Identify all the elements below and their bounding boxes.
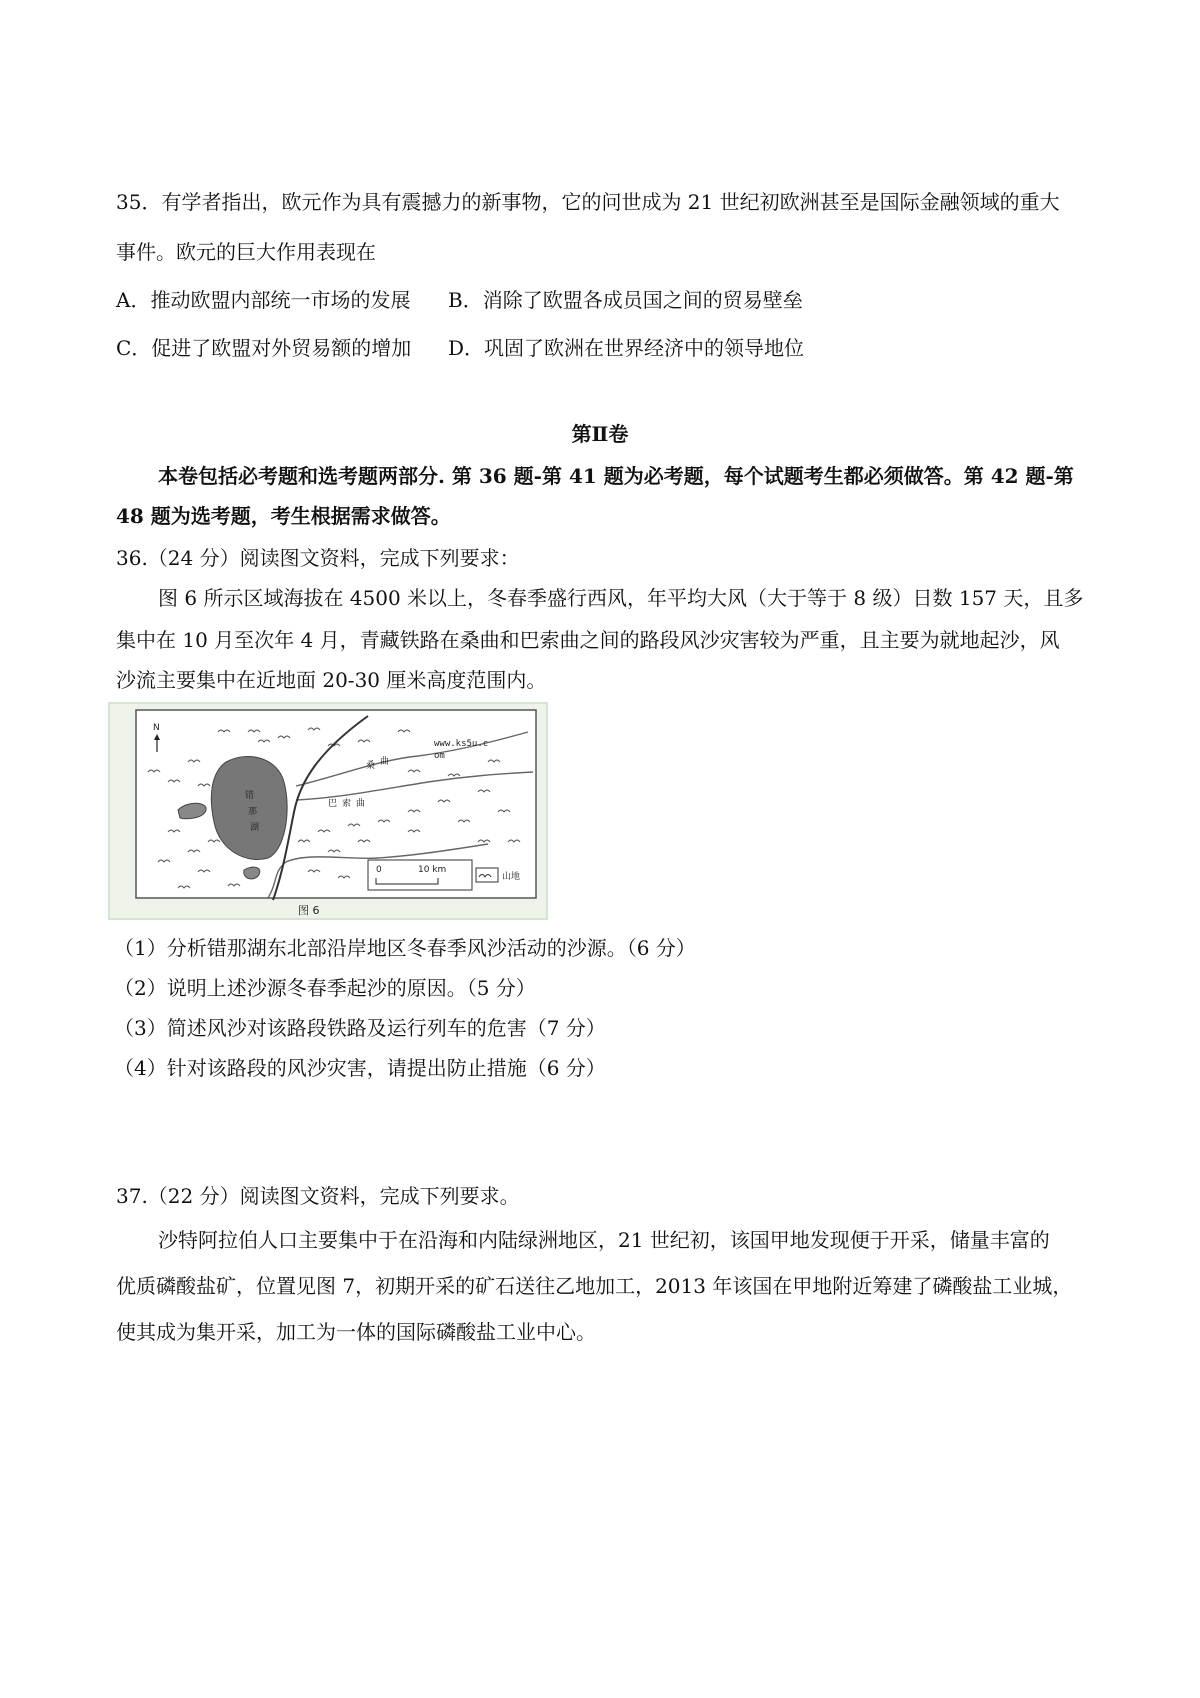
q37-header: 37.（22 分）阅读图文资料，完成下列要求。 (116, 1184, 520, 1208)
north-label: N (153, 723, 160, 733)
q35-option-b: B．消除了欧盟各成员国之间的贸易壁垒 (448, 288, 803, 312)
q36-sub2: （2）说明上述沙源冬春季起沙的原因。（5 分） (114, 976, 536, 1000)
watermark-line1: www.ks5u.c (434, 739, 489, 749)
q37-para-line3: 使其成为集开采，加工为一体的国际磷酸盐工业中心。 (116, 1320, 596, 1344)
lake-label-3: 湖 (250, 823, 260, 833)
q36-sub3: （3）简述风沙对该路段铁路及运行列车的危害（7 分） (114, 1016, 606, 1040)
lake-label-2: 那 (248, 807, 258, 817)
scale-zero: 0 (376, 865, 382, 875)
q36-sub1: （1）分析错那湖东北部沿岸地区冬春季风沙活动的沙源。（6 分） (114, 936, 696, 960)
q37-para-line2: 优质磷酸盐矿，位置见图 7，初期开采的矿石送往乙地加工，2013 年该国在甲地附近筹建了磷酸盐工业城， (116, 1274, 1073, 1298)
section-intro-line1: 本卷包括必考题和选考题两部分. 第 36 题-第 41 题为必考题，每个试题考生都必须做答。第 42 题-第 (158, 464, 1074, 488)
river-label-1: 桑 (366, 761, 376, 771)
q35-options-row2 (116, 332, 804, 361)
small-lake-south (244, 867, 260, 879)
figure-caption: 图 6 (298, 904, 320, 917)
q37-para-line1: 沙特阿拉伯人口主要集中于在沿海和内陆绿洲地区，21 世纪初，该国甲地发现便于开采，储量丰富的 (158, 1228, 1050, 1252)
lake-label-1: 错 (245, 791, 255, 801)
q36-para-line1: 图 6 所示区域海拔在 4500 米以上，冬春季盛行西风，年平均大风（大于等于 8 级）日数 157 天，且多 (158, 586, 1084, 610)
q35-option-c: C．促进了欧盟对外贸易额的增加 (116, 336, 412, 360)
figure-6-map (108, 702, 548, 920)
q35-stem-line2: 事件。欧元的巨大作用表现在 (116, 240, 376, 264)
legend-label: 山地 (502, 872, 521, 882)
q36-para-line2: 集中在 10 月至次年 4 月，青藏铁路在桑曲和巴索曲之间的路段风沙灾害较为严重，且主要为就地起沙，风 (116, 628, 1060, 652)
section-title: 第Ⅱ卷 (571, 422, 629, 446)
river-label-4: 索 (342, 799, 352, 809)
q35-stem-line1: 35．有学者指出，欧元作为具有震撼力的新事物，它的问世成为 21 世纪初欧洲甚至是国际金融领域的重大 (116, 190, 1060, 214)
q35-option-a: A．推动欧盟内部统一市场的发展 (116, 288, 411, 312)
river-label-5: 曲 (356, 799, 366, 809)
q36-para-line3: 沙流主要集中在近地面 20-30 厘米高度范围内。 (116, 668, 547, 692)
scale-km: 10 km (418, 865, 447, 875)
river-label-2: 曲 (380, 757, 390, 767)
river-label-3: 巴 (328, 799, 338, 809)
q35-option-d: D．巩固了欧洲在世界经济中的领导地位 (448, 336, 805, 360)
section-intro-line2: 48 题为选考题，考生根据需求做答。 (116, 504, 451, 528)
watermark-line2: om (434, 751, 445, 761)
q36-sub4: （4）针对该路段的风沙灾害，请提出防止措施（6 分） (114, 1056, 606, 1080)
q35-options-row1 (116, 284, 803, 313)
q36-header: 36.（24 分）阅读图文资料，完成下列要求： (116, 546, 520, 570)
